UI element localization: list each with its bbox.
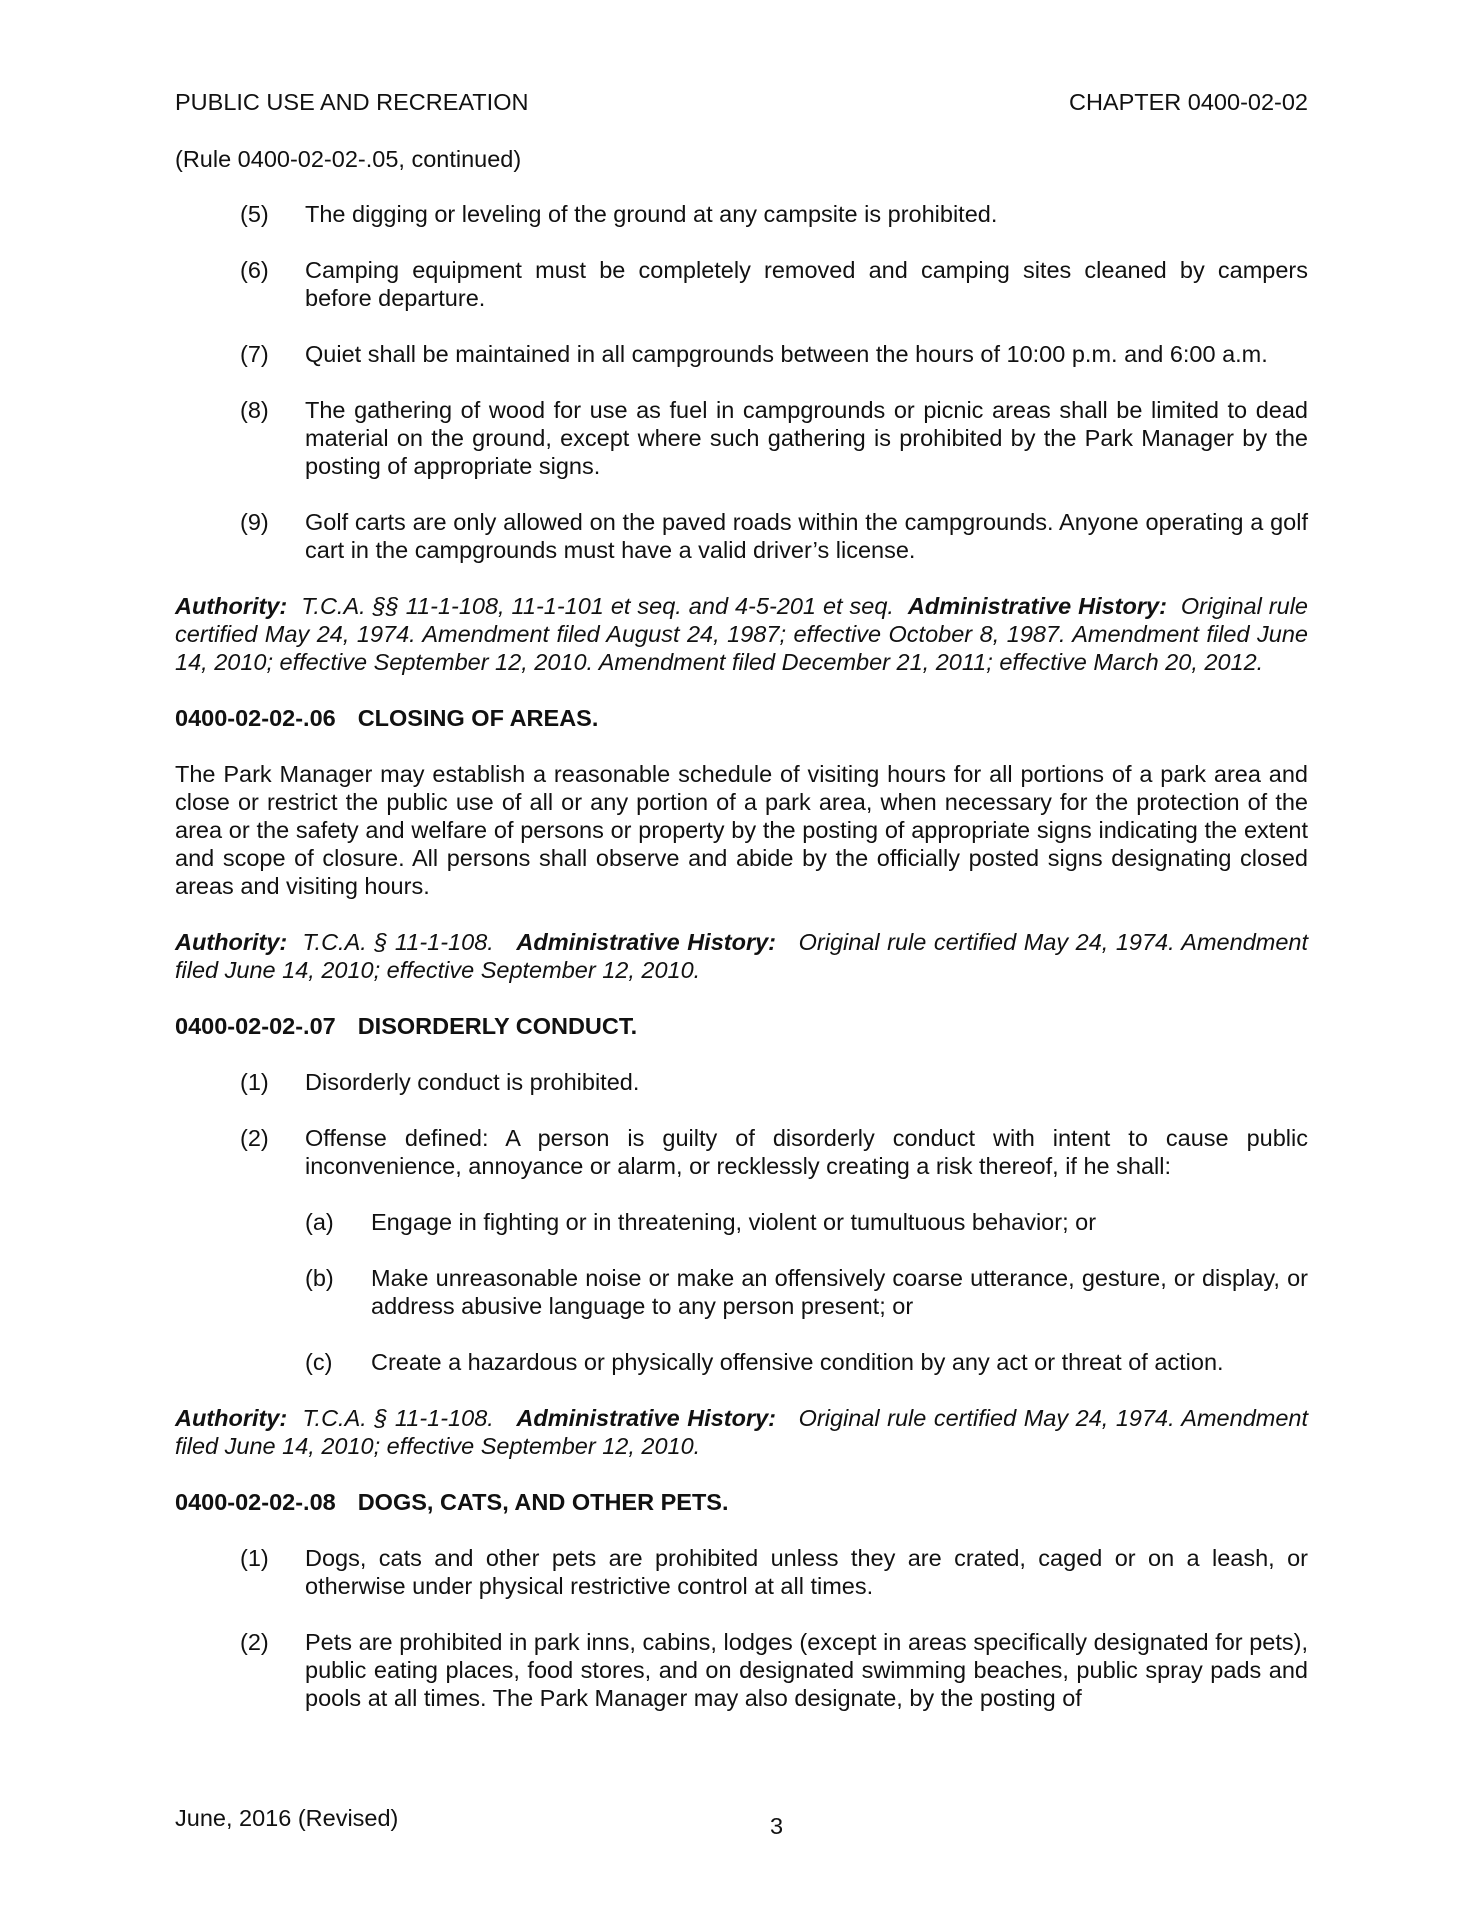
authority-label: Authority: bbox=[175, 593, 288, 619]
footer-date: June, 2016 (Revised) bbox=[175, 1805, 399, 1831]
item-number: (8) bbox=[240, 397, 269, 423]
authority-text: T.C.A. § 11-1-108. bbox=[302, 1405, 494, 1431]
section-title: CLOSING OF AREAS. bbox=[357, 705, 599, 731]
authority-label: Authority: bbox=[175, 1405, 288, 1431]
header-title: PUBLIC USE AND RECREATION bbox=[175, 89, 529, 115]
list-item bbox=[175, 1628, 1308, 1712]
history-text: Original rule certified May 24, 1974. Amendment filed June 14, 2010; effective September 12, 2010. bbox=[175, 1405, 1309, 1459]
item-text: The digging or leveling of the ground at any campsite is prohibited. bbox=[305, 201, 998, 227]
sub-list-item bbox=[175, 1208, 1308, 1236]
history-label: Administrative History: bbox=[516, 1405, 776, 1431]
continued-note: (Rule 0400-02-02-.05, continued) bbox=[175, 146, 522, 172]
item-text: Golf carts are only allowed on the paved roads within the campgrounds. Anyone operating a golf cart in the campgrounds must have a valid driver’s license. bbox=[305, 509, 1308, 563]
section-number: 0400-02-02-.08 bbox=[175, 1489, 336, 1515]
subitem-text: Engage in fighting or in threatening, violent or tumultuous behavior; or bbox=[371, 1209, 1097, 1235]
item-text: Offense defined: A person is guilty of disorderly conduct with intent to cause public inconvenience, annoyance or alarm, or recklessly creating a risk thereof, if he shall: bbox=[305, 1125, 1308, 1179]
header-chapter: CHAPTER 0400-02-02 bbox=[1068, 89, 1308, 115]
section-title: DISORDERLY CONDUCT. bbox=[357, 1013, 638, 1039]
section-number: 0400-02-02-.06 bbox=[175, 705, 336, 731]
item-number: (1) bbox=[240, 1069, 269, 1095]
list-item bbox=[175, 396, 1308, 480]
page-header bbox=[175, 88, 1308, 116]
item-number: (2) bbox=[240, 1125, 269, 1151]
subitem-letter: (b) bbox=[305, 1265, 334, 1291]
list-item bbox=[175, 340, 1308, 368]
document-body bbox=[175, 200, 1308, 1740]
page-number: 3 bbox=[770, 1813, 784, 1839]
authority-label: Authority: bbox=[175, 929, 288, 955]
authority-text: T.C.A. §§ 11-1-108, 11-1-101 et seq. and 4-5-201 et seq. bbox=[301, 593, 894, 619]
item-number: (9) bbox=[240, 509, 269, 535]
item-number: (7) bbox=[240, 341, 269, 367]
subitem-text: Make unreasonable noise or make an offensively coarse utterance, gesture, or display, or address abusive language to any person present; or bbox=[371, 1265, 1308, 1319]
item-number: (5) bbox=[240, 201, 269, 227]
section-title: DOGS, CATS, AND OTHER PETS. bbox=[357, 1489, 729, 1515]
list-item bbox=[175, 508, 1308, 564]
section-heading bbox=[175, 1012, 1308, 1040]
item-number: (1) bbox=[240, 1545, 269, 1571]
item-number: (2) bbox=[240, 1629, 269, 1655]
history-label: Administrative History: bbox=[516, 929, 776, 955]
authority-note bbox=[175, 1404, 1308, 1460]
item-number: (6) bbox=[240, 257, 269, 283]
item-text: Disorderly conduct is prohibited. bbox=[305, 1069, 640, 1095]
sub-list-item bbox=[175, 1264, 1308, 1320]
section-heading bbox=[175, 1488, 1308, 1516]
list-item bbox=[175, 1544, 1308, 1600]
authority-text: T.C.A. § 11-1-108. bbox=[302, 929, 494, 955]
item-text: The gathering of wood for use as fuel in campgrounds or picnic areas shall be limited to dead material on the ground, except where such gathering is prohibited by the Park Manager by the posting of appropriate signs. bbox=[305, 397, 1308, 479]
history-text: Original rule certified May 24, 1974. Amendment filed June 14, 2010; effective September 12, 2010. bbox=[175, 929, 1309, 983]
history-label: Administrative History: bbox=[907, 593, 1167, 619]
item-text: Dogs, cats and other pets are prohibited unless they are crated, caged or on a leash, or otherwise under physical restrictive control at all times. bbox=[305, 1545, 1308, 1599]
subitem-letter: (a) bbox=[305, 1209, 334, 1235]
section-heading bbox=[175, 704, 1308, 732]
list-item bbox=[175, 256, 1308, 312]
authority-note bbox=[175, 592, 1308, 676]
history-text: Original rule certified May 24, 1974. Amendment filed August 24, 1987; effective October 8, 1987. Amendment filed June 14, 2010; effective September 12, 2010. Amendment filed December 21, 2011; effective March 20, 2012. bbox=[175, 593, 1308, 675]
list-item bbox=[175, 1124, 1308, 1180]
subitem-letter: (c) bbox=[305, 1349, 333, 1375]
item-text: Quiet shall be maintained in all campgrounds between the hours of 10:00 p.m. and 6:00 a.m. bbox=[305, 341, 1268, 367]
list-item bbox=[175, 1068, 1308, 1096]
subitem-text: Create a hazardous or physically offensive condition by any act or threat of action. bbox=[371, 1349, 1224, 1375]
section-number: 0400-02-02-.07 bbox=[175, 1013, 336, 1039]
item-text: Camping equipment must be completely removed and camping sites cleaned by campers before departure. bbox=[305, 257, 1308, 311]
sub-list-item bbox=[175, 1348, 1308, 1376]
authority-note bbox=[175, 928, 1308, 984]
list-item bbox=[175, 200, 1308, 228]
section-paragraph: The Park Manager may establish a reasonable schedule of visiting hours for all portions of a park area and close or restrict the public use of all or any portion of a park area, when necessary for the protection of the area or the safety and welfare of persons or property by the posting of appropriate signs indicating the extent and scope of closure. All persons shall observe and abide by the officially posted signs designating closed areas and visiting hours. bbox=[175, 761, 1308, 899]
item-text: Pets are prohibited in park inns, cabins, lodges (except in areas specifically designated for pets), public eating places, food stores, and on designated swimming beaches, public spray pads and pools at all times. The Park Manager may also designate, by the posting of bbox=[305, 1629, 1308, 1711]
